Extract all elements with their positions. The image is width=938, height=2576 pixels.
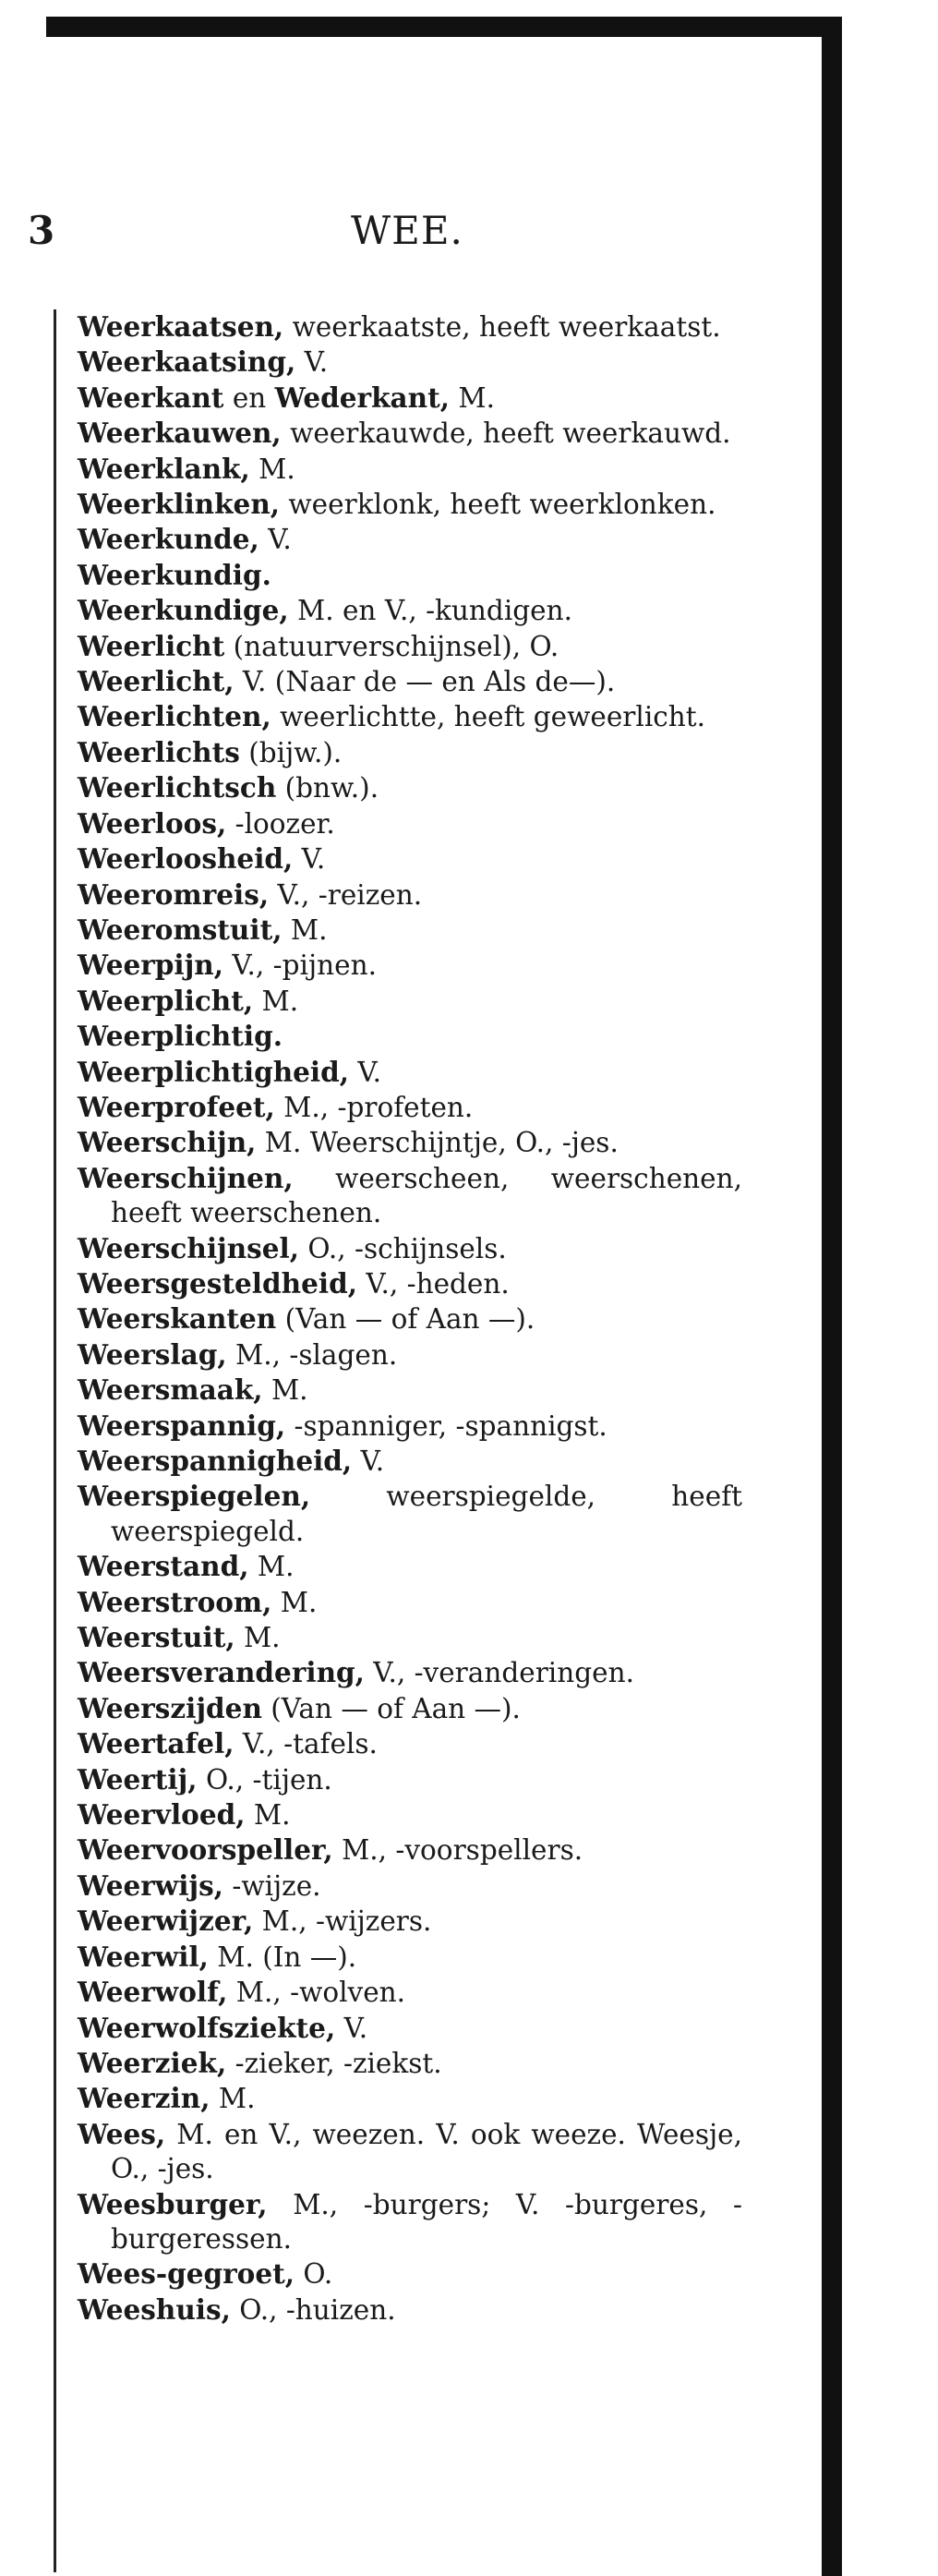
entry-definition: M. (In —). (208, 1941, 357, 1973)
entry-definition: (bnw.). (276, 772, 379, 804)
dictionary-entry (78, 1090, 742, 1125)
dictionary-entry (78, 1231, 742, 1266)
dictionary-entry (78, 1762, 742, 1797)
entry-definition: V., -tafels. (234, 1728, 378, 1760)
entry-headword: Weerpijn, (78, 949, 224, 982)
dictionary-entry (78, 309, 742, 345)
entry-definition-secondary: M. (450, 381, 495, 414)
entry-headword: Weerschijnen, (78, 1161, 294, 1194)
entry-definition: M. en V., weezen. V. ook weeze. Weesje, O., -jes. (111, 2118, 742, 2185)
dictionary-entry (78, 1444, 742, 1479)
entry-headword: Weerkaatsen, (78, 310, 284, 343)
entry-headword: Weerslag, (78, 1337, 227, 1371)
dictionary-entry (78, 1125, 742, 1160)
dictionary-entry (78, 2256, 742, 2292)
entry-headword: Weerlichtsch (78, 771, 277, 804)
entry-headword: Weerwil, (78, 1940, 209, 1973)
dictionary-entry (78, 2081, 742, 2116)
entry-definition: V. (295, 346, 329, 379)
entry-headword: Weerschijn, (78, 1126, 257, 1159)
dictionary-entry (78, 2046, 742, 2081)
entry-definition: V. (352, 1445, 385, 1477)
entry-headword: Weerkant (78, 381, 224, 414)
entry-headword: Weertafel, (78, 1727, 234, 1760)
entry-headword: Weerplichtig. (78, 1020, 283, 1053)
entry-headword: Weerkundige, (78, 594, 289, 627)
top-border-rule (46, 17, 842, 37)
right-border-rule (822, 17, 842, 2576)
entry-headword: Weerstroom, (78, 1585, 272, 1618)
dictionary-entry (78, 1620, 742, 1655)
dictionary-entry (78, 841, 742, 877)
entry-headword: Wees-gegroet, (78, 2257, 295, 2291)
entry-definition: M. (248, 1551, 295, 1583)
entry-headword: Weerziek, (78, 2046, 227, 2079)
entry-headword: Weerstuit, (78, 1621, 235, 1654)
dictionary-entry (78, 2292, 742, 2328)
dictionary-entry (78, 381, 742, 416)
entry-headword: Weertij, (78, 1762, 198, 1796)
dictionary-entry (78, 877, 742, 913)
dictionary-entry (78, 1301, 742, 1336)
entry-headword: Weerwijzer, (78, 1905, 254, 1938)
entry-definition: V., -reizen. (269, 878, 423, 911)
dictionary-entry (78, 629, 742, 664)
entry-definition: M. en V., -kundigen. (288, 595, 572, 627)
dictionary-entry (78, 664, 742, 699)
entry-headword: Weerskanten (78, 1302, 277, 1336)
entry-definition: M. (249, 453, 295, 485)
entry-definition: M. Weerschijntje, O., -jes. (256, 1127, 619, 1159)
entry-headword: Weerloosheid, (78, 842, 294, 876)
entry-headword: Weerlicht (78, 629, 225, 662)
entry-definition: O., -schijnsels. (299, 1232, 507, 1264)
entry-definition: V. (293, 843, 326, 876)
dictionary-entry (78, 2187, 742, 2257)
dictionary-entry (78, 416, 742, 451)
entry-headword: Wees, (78, 2117, 166, 2150)
dictionary-entry (78, 452, 742, 487)
entry-headword: Weerprofeet, (78, 1090, 275, 1123)
entry-headword: Weerlichts (78, 735, 240, 768)
entry-definition: en (223, 381, 275, 414)
dictionary-entry (78, 2117, 742, 2187)
entry-definition: M. (210, 2083, 256, 2115)
dictionary-entry (78, 735, 742, 770)
dictionary-entry (78, 1585, 742, 1620)
entry-headword: Weerlichten, (78, 700, 271, 733)
dictionary-entries (78, 309, 742, 2328)
entry-headword: Weerkundig. (78, 558, 271, 591)
entry-headword: Weerloos, (78, 806, 227, 840)
entry-headword: Weerkunde, (78, 523, 259, 556)
dictionary-entry (78, 1266, 742, 1301)
dictionary-entry (78, 1479, 742, 1549)
dictionary-entry (78, 1832, 742, 1868)
entry-headword: Weersverandering, (78, 1656, 365, 1689)
entry-definition: V. (335, 2012, 368, 2044)
entry-headword: Weerlicht, (78, 665, 234, 698)
dictionary-entry (78, 1975, 742, 2010)
entry-definition: (Van — of Aan —). (261, 1692, 521, 1724)
entry-definition: weerklonk, heeft weerklonken. (280, 489, 716, 521)
entry-definition: M., -wijzers. (253, 1905, 432, 1938)
dictionary-entry (78, 345, 742, 380)
dictionary-entry (78, 593, 742, 628)
entry-headword: Weeromstuit, (78, 913, 283, 946)
dictionary-entry (78, 1549, 742, 1584)
entry-definition: V. (259, 524, 292, 556)
entry-definition: M., -slagen. (226, 1338, 398, 1371)
entry-definition: M., -voorspellers. (332, 1834, 583, 1867)
entry-headword: Weeromreis, (78, 877, 270, 911)
dictionary-entry (78, 1409, 742, 1444)
entry-definition: V., -veranderingen. (364, 1657, 634, 1689)
entry-definition: M. (271, 1586, 318, 1618)
entry-headword: Weerkauwen, (78, 417, 282, 450)
entry-definition: M. (245, 1799, 291, 1832)
entry-headword: Weeshuis, (78, 2292, 231, 2326)
entry-definition: (natuurverschijnsel), O. (224, 630, 559, 662)
entry-headword: Weervloed, (78, 1798, 246, 1832)
dictionary-entry (78, 1161, 742, 1231)
entry-definition: V., -pijnen. (223, 949, 377, 982)
entry-definition: -zieker, -ziekst. (226, 2047, 442, 2079)
entry-headword: Weerkaatsing, (78, 345, 296, 379)
entry-definition: O., -huizen. (230, 2293, 396, 2326)
entry-headword: Weerspiegelen, (78, 1480, 311, 1513)
entry-definition: M. (234, 1622, 281, 1654)
entry-definition: weerspiegelde, heeft weerspiegeld. (111, 1481, 742, 1547)
entry-definition: (Van — of Aan —). (276, 1303, 535, 1336)
dictionary-entry (78, 1055, 742, 1090)
dictionary-entry (78, 522, 742, 557)
entry-headword: Weerstand, (78, 1550, 249, 1583)
entry-definition: M., -wolven. (227, 1977, 406, 2009)
dictionary-entry (78, 1797, 742, 1832)
entry-headword: Weerplicht, (78, 984, 254, 1017)
dictionary-entry (78, 1869, 742, 1904)
entry-headword: Weerwijs, (78, 1869, 223, 1902)
dictionary-entry (78, 1019, 742, 1054)
entry-definition: M. (262, 1374, 308, 1407)
entry-definition: weerlichtte, heeft geweerlicht. (271, 701, 706, 733)
entry-definition: -spanniger, -spannigst. (285, 1409, 607, 1442)
entry-definition: O. (295, 2258, 333, 2291)
entry-headword: Weersgesteldheid, (78, 1266, 357, 1300)
dictionary-entry (78, 1655, 742, 1690)
entry-definition: weerscheen, weerschenen, heeft weerschenen. (111, 1162, 742, 1229)
dictionary-entry (78, 1904, 742, 1939)
entry-definition: O., -tijen. (197, 1763, 332, 1796)
entry-definition: M., -burgers; V. -burgeres, -burgeressen. (111, 2188, 742, 2255)
entry-definition: V. (Naar de — en Als de—). (234, 666, 616, 698)
dictionary-entry (78, 487, 742, 522)
dictionary-entry (78, 1940, 742, 1975)
entry-definition: V. (349, 1056, 381, 1088)
dictionary-entry (78, 1691, 742, 1726)
dictionary-entry (78, 2011, 742, 2046)
dictionary-entry (78, 1373, 742, 1408)
entry-headword: Weerplichtigheid, (78, 1055, 350, 1088)
entry-definition: M., -profeten. (274, 1091, 474, 1123)
column-rule (54, 309, 56, 2572)
entry-definition: V., -heden. (356, 1267, 510, 1300)
entry-headword: Weerwolfsziekte, (78, 2011, 336, 2044)
entry-definition: M. (253, 985, 299, 1017)
dictionary-entry (78, 558, 742, 593)
dictionary-entry (78, 1337, 742, 1373)
dictionary-entry (78, 984, 742, 1019)
dictionary-entry (78, 913, 742, 948)
entry-definition: weerkauwde, heeft weerkauwd. (281, 417, 731, 450)
entry-definition: -loozer. (226, 807, 335, 840)
dictionary-entry (78, 699, 742, 734)
entry-definition: weerkaatste, heeft weerkaatst. (283, 311, 721, 343)
entry-headword: Weerwolf, (78, 1976, 228, 2009)
entry-definition: -wijze. (222, 1869, 321, 1902)
entry-headword: Weesburger, (78, 2187, 268, 2220)
entry-headword: Weerschijnsel, (78, 1231, 300, 1264)
entry-headword-secondary: Wederkant, (274, 381, 450, 414)
entry-headword: Weerspannigheid, (78, 1445, 353, 1477)
page-title: WEE. (351, 208, 463, 253)
entry-headword: Weerzin, (78, 2082, 210, 2115)
page-number: 3 (28, 208, 56, 253)
entry-headword: Weervoorspeller, (78, 1833, 333, 1867)
entry-headword: Weersmaak, (78, 1373, 263, 1407)
entry-headword: Weerszijden (78, 1691, 262, 1724)
dictionary-entry (78, 806, 742, 841)
entry-definition: M. (282, 913, 328, 946)
entry-headword: Weerspannig, (78, 1409, 286, 1442)
entry-definition: (bijw.). (239, 736, 343, 768)
entry-headword: Weerklinken, (78, 488, 281, 521)
dictionary-entry (78, 770, 742, 805)
entry-headword: Weerklank, (78, 452, 250, 485)
dictionary-entry (78, 948, 742, 983)
dictionary-entry (78, 1726, 742, 1761)
